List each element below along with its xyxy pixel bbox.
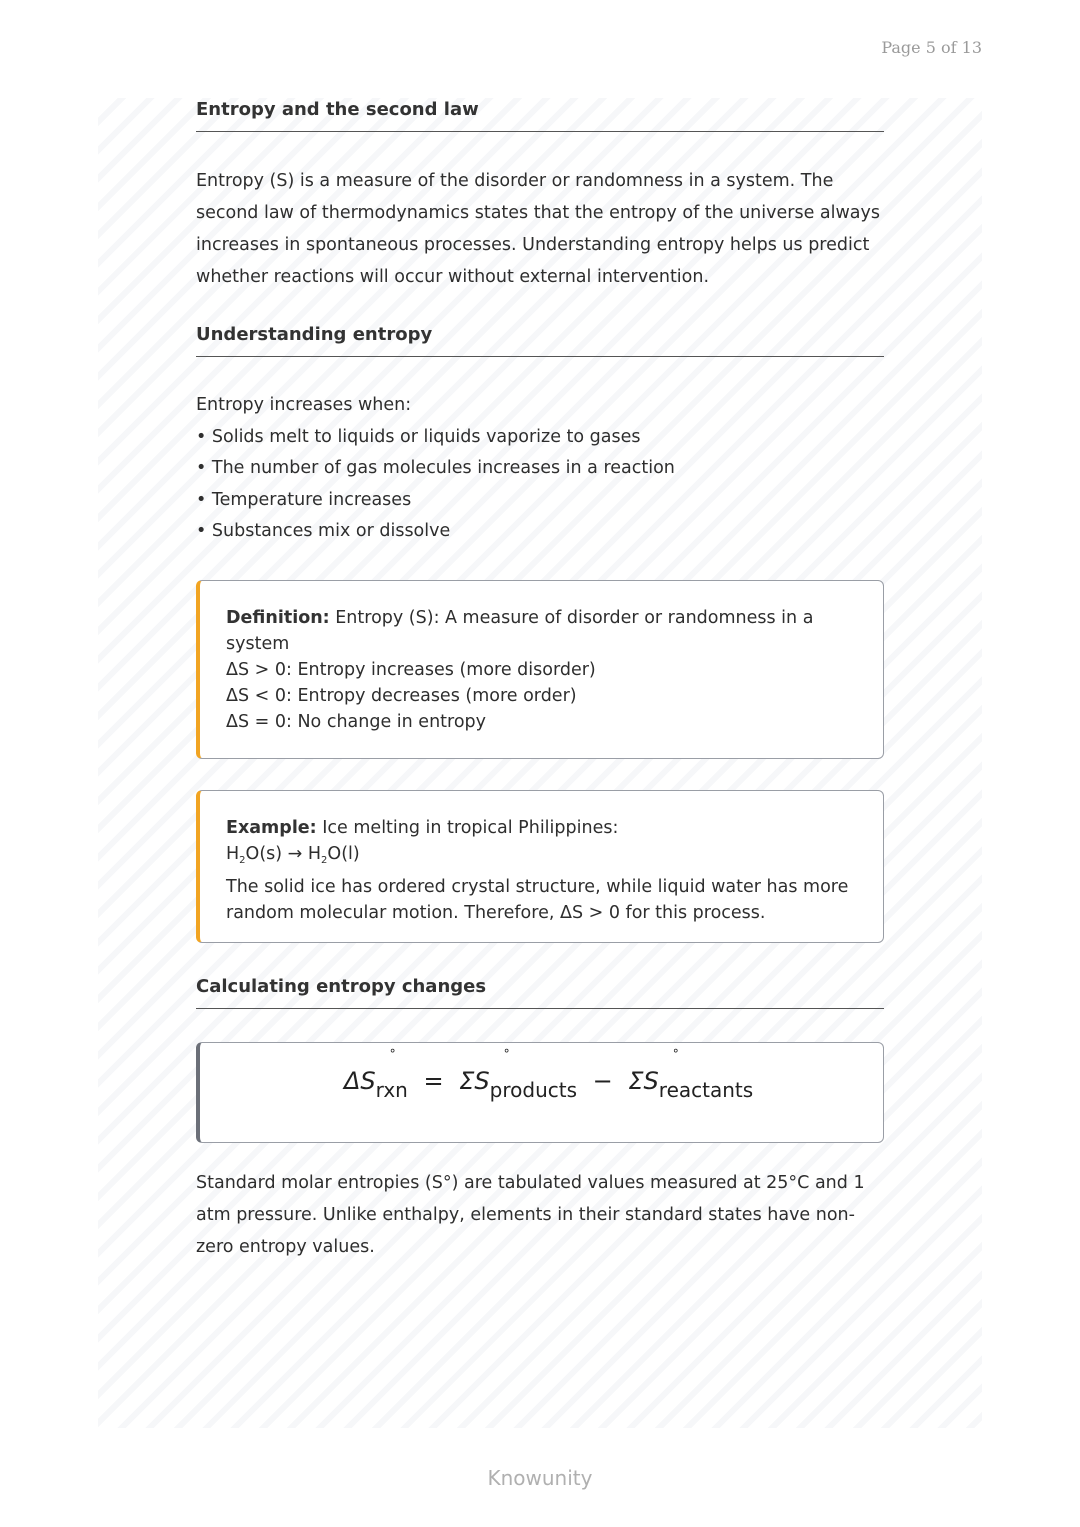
definition-label: Definition:: [226, 608, 330, 628]
list-item: • Substances mix or dissolve: [196, 516, 884, 548]
entropy-increase-list: [196, 390, 884, 548]
heading-entropy-second-law: Entropy and the second law: [196, 99, 884, 132]
entropy-formula: ΔS ° $_{rxn}$ = ΣS ° $_{products}$ − ΣS ° $_{reactants}$: [344, 1047, 754, 1102]
heading-understanding-entropy: Understanding entropy: [196, 324, 884, 357]
heading-calculating-entropy: Calculating entropy changes: [196, 976, 884, 1009]
list-item: • Temperature increases: [196, 485, 884, 517]
definition-callout: [196, 580, 884, 759]
example-equation: $H_2O(s) \to H_2O(l)$: [226, 844, 360, 866]
list-item: • The number of gas molecules increases in a reaction: [196, 453, 884, 485]
page-number: Page 5 of 13: [881, 38, 982, 57]
footer-brand: Knowunity: [487, 1466, 593, 1490]
definition-line: ΔS < 0: Entropy decreases (more order): [226, 686, 577, 706]
example-text: Ice melting in tropical Philippines:: [322, 818, 619, 838]
definition-text: Entropy (S): A measure of disorder or randomness in a system: [226, 608, 814, 654]
example-label: Example:: [226, 818, 317, 838]
definition-line: ΔS = 0: No change in entropy: [226, 712, 487, 732]
paragraph-standard-molar-entropies: Standard molar entropies (S°) are tabulated values measured at 25°C and 1 atm pressure. Unlike enthalpy, elements in their standard states have non-zero entropy values.: [196, 1173, 865, 1257]
list-intro: Entropy increases when:: [196, 395, 412, 415]
example-main: [226, 815, 859, 841]
example-explanation: The solid ice has ordered crystal structure, while liquid water has more random molecular motion. Therefore, ΔS > 0 for this process.: [226, 877, 849, 923]
definition-line: ΔS > 0: Entropy increases (more disorder): [226, 660, 596, 680]
list-item: • Solids melt to liquids or liquids vaporize to gases: [196, 422, 884, 454]
definition-main: [226, 605, 859, 657]
example-callout: [196, 790, 884, 943]
formula-box: [196, 1042, 884, 1143]
paragraph-entropy-intro: Entropy (S) is a measure of the disorder or randomness in a system. The second law of thermodynamics states that the entropy of the universe always increases in spontaneous processes. Understanding entropy helps us predict whether reactions will occur without external intervention.: [196, 171, 880, 287]
